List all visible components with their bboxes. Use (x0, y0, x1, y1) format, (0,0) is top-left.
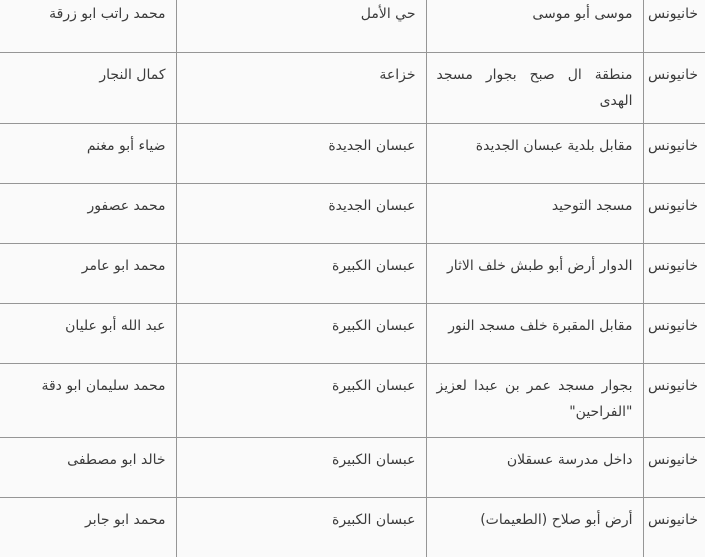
cell-location: موسى أبو موسى (426, 0, 643, 52)
cell-neighborhood: عبسان الكبيرة (176, 243, 426, 303)
cell-city: خانيونس (643, 363, 705, 437)
cell-name: محمد ابو عامر (0, 243, 176, 303)
table-row (0, 497, 705, 557)
table-row (0, 183, 705, 243)
cell-name: كمال النجار (0, 52, 176, 123)
cell-city: خانيونس (643, 183, 705, 243)
table-row (0, 123, 705, 183)
cell-neighborhood: عبسان الكبيرة (176, 497, 426, 557)
table-row (0, 303, 705, 363)
cell-location: داخل مدرسة عسقلان (426, 437, 643, 497)
cell-location: أرض أبو صلاح (الطعيمات) (426, 497, 643, 557)
cell-name: عبد الله أبو عليان (0, 303, 176, 363)
cell-city: خانيونس (643, 497, 705, 557)
cell-city: خانيونس (643, 0, 705, 52)
cell-name: محمد راتب ابو زرقة (0, 0, 176, 52)
cell-neighborhood: حي الأمل (176, 0, 426, 52)
cell-name: محمد عصفور (0, 183, 176, 243)
cell-location: مقابل بلدية عبسان الجديدة (426, 123, 643, 183)
cell-name: محمد سليمان ابو دقة (0, 363, 176, 437)
cell-neighborhood: عبسان الجديدة (176, 183, 426, 243)
cell-city: خانيونس (643, 437, 705, 497)
cell-name: محمد ابو جابر (0, 497, 176, 557)
cell-location: مقابل المقبرة خلف مسجد النور (426, 303, 643, 363)
cell-neighborhood: خزاعة (176, 52, 426, 123)
table-row (0, 243, 705, 303)
cell-name: ضياء أبو مغنم (0, 123, 176, 183)
cell-city: خانيونس (643, 243, 705, 303)
cell-city: خانيونس (643, 303, 705, 363)
cell-neighborhood: عبسان الكبيرة (176, 363, 426, 437)
cell-location: مسجد التوحيد (426, 183, 643, 243)
cell-neighborhood: عبسان الكبيرة (176, 437, 426, 497)
cell-location: الدوار أرض أبو طبش خلف الاثار (426, 243, 643, 303)
cell-city: خانيونس (643, 52, 705, 123)
cell-neighborhood: عبسان الجديدة (176, 123, 426, 183)
cell-location: بجوار مسجد عمر بن عبدا لعزيز "الفراحين" (426, 363, 643, 437)
table-row (0, 363, 705, 437)
table-row (0, 0, 705, 52)
table-row (0, 52, 705, 123)
table-row (0, 437, 705, 497)
cell-neighborhood: عبسان الكبيرة (176, 303, 426, 363)
cell-location: منطقة ال صبح بجوار مسجد الهدى (426, 52, 643, 123)
cell-city: خانيونس (643, 123, 705, 183)
cell-name: خالد ابو مصطفى (0, 437, 176, 497)
